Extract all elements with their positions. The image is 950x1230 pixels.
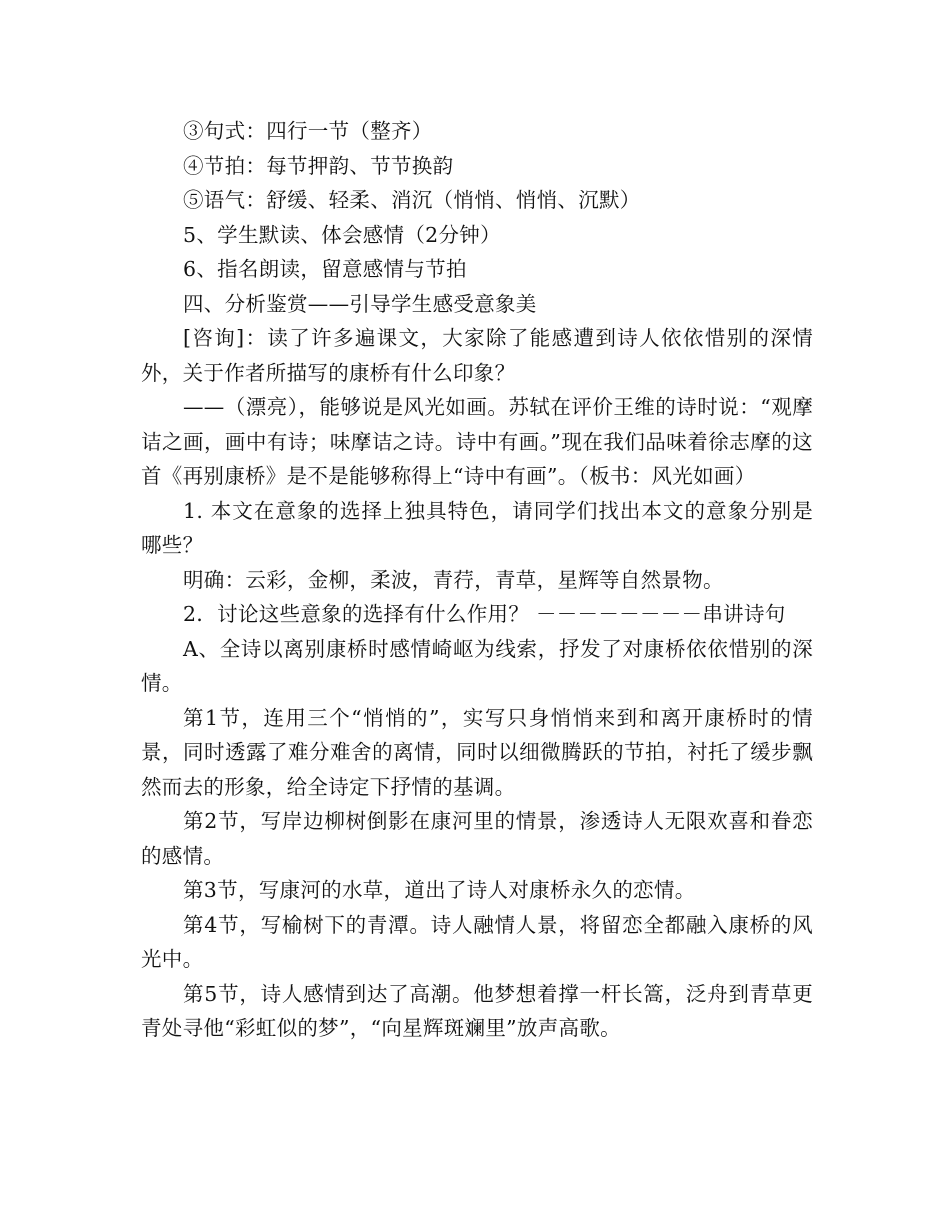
paragraph-task-imagery: 1. 本文在意象的选择上独具特色，请同学们找出本文的意象分别是哪些？ xyxy=(141,498,813,557)
section-heading-analysis: 四、分析鉴赏——引导学生感受意象美 xyxy=(183,291,537,316)
paragraph-main-thread: A、全诗以离别康桥时感情崎岖为线索，抒发了对康桥依依惜别的深情。 xyxy=(141,636,813,695)
paragraph-stanza-1: 第1节，连用三个“悄悄的”，实写只身悄悄来到和离开康桥时的情景，同时透露了难分难舍的离情，同时以细微腾跃的节拍，衬托了缓步飘然而去的形象，给全诗定下抒情的基调。 xyxy=(141,705,813,799)
paragraph-answer-imagery: 明确：云彩，金柳，柔波，青荇，青草，星辉等自然景物。 xyxy=(183,567,724,592)
paragraph-reading-aloud: 6、指名朗读，留意感情与节拍 xyxy=(183,257,467,281)
paragraph-question-impression: [咨询]：读了许多遍课文，大家除了能感遭到诗人依依惜别的深情外，关于作者所描写的康桥有什么印象？ xyxy=(141,326,813,385)
paragraph-stanza-5: 第5节，诗人感情到达了高潮。他梦想着撑一杆长篙，泛舟到青草更青处寻他“彩虹似的梦”，“向星辉斑斓里”放声高歌。 xyxy=(141,981,813,1040)
paragraph-task-discussion: 2．讨论这些意象的选择有什么作用？ －－－－－－－－串讲诗句 xyxy=(183,602,786,626)
paragraph-rhythm: ④节拍：每节押韵、节节换韵 xyxy=(183,153,454,178)
paragraph-stanza-4: 第4节，写榆树下的青潭。诗人融情人景，将留恋全都融入康桥的风光中。 xyxy=(141,912,813,971)
paragraph-tone: ⑤语气：舒缓、轻柔、消沉（悄悄、悄悄、沉默） xyxy=(183,188,641,212)
document-body xyxy=(141,114,813,1046)
paragraph-sentence-form: ③句式：四行一节（整齐） xyxy=(183,119,433,143)
paragraph-stanza-2: 第2节，写岸边柳树倒影在康河里的情景，渗透诗人无限欢喜和眷恋的感情。 xyxy=(141,809,813,868)
paragraph-stanza-3: 第3节，写康河的水草，道出了诗人对康桥永久的恋情。 xyxy=(183,878,696,902)
paragraph-poetry-painting: ——（漂亮），能够说是风光如画。苏轼在评价王维的诗时说：“观摩诘之画，画中有诗；味摩诘之诗。诗中有画。”现在我们品味着徐志摩的这首《再别康桥》是不是能够称得上“诗中有画”。（板书：风光如画） xyxy=(141,395,813,488)
paragraph-silent-reading: 5、学生默读、体会感情（2分钟） xyxy=(183,222,501,247)
